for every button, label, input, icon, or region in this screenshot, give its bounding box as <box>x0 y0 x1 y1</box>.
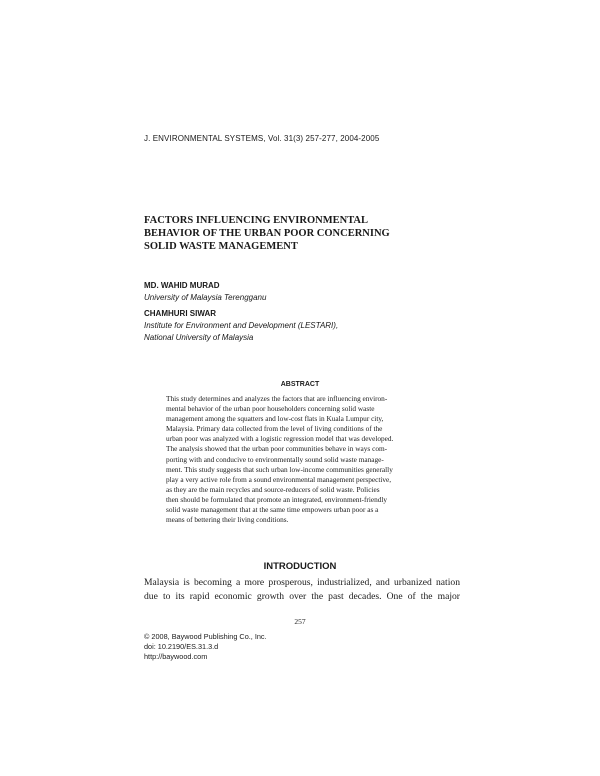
abstract-line: urban poor was analyzed with a logistic regression model that was developed. <box>166 434 394 444</box>
abstract-line: Malaysia. Primary data collected from the level of living conditions of the <box>166 424 383 434</box>
author-affiliation <box>144 320 338 344</box>
paper-title <box>144 214 464 253</box>
abstract-line: means of bettering their living conditions. <box>166 515 289 525</box>
abstract-line: management among the squatters and low-cost flats in Kuala Lumpur city, <box>166 414 384 424</box>
abstract-line: then should be formulated that promote an integrated, environment-friendly <box>166 494 388 504</box>
author-name: CHAMHURI SIWAR <box>144 309 216 318</box>
title-line: BEHAVIOR OF THE URBAN POOR CONCERNING <box>144 228 390 239</box>
affiliation-line: National University of Malaysia <box>144 333 254 342</box>
abstract-line: The analysis showed that the urban poor communities behave in ways com- <box>166 444 388 454</box>
title-line: FACTORS INFLUENCING ENVIRONMENTAL <box>144 215 369 226</box>
affiliation-line: Institute for Environment and Development (LESTARI), <box>144 321 339 330</box>
page-number: 257 <box>294 617 306 626</box>
abstract-line: as they are the main recycles and source-reducers of solid waste. Policies <box>166 484 380 494</box>
abstract-line: ment. This study suggests that such urban low-income communities generally <box>166 464 393 474</box>
copyright-line: © 2008, Baywood Publishing Co., Inc. <box>144 632 267 641</box>
title-line: SOLID WASTE MANAGEMENT <box>144 241 298 252</box>
publisher-url: http://baywood.com <box>144 652 208 661</box>
doi-line: doi: 10.2190/ES.31.3.d <box>144 642 219 651</box>
abstract-line: play a very active role from a sound environmental management perspective, <box>166 474 392 484</box>
author-name: MD. WAHID MURAD <box>144 281 220 290</box>
introduction-line: due to its rapid economic growth over the past decades. One of the major <box>144 591 460 602</box>
abstract-line: mental behavior of the urban poor householders concerning solid waste <box>166 404 375 414</box>
publisher-footer <box>144 632 267 662</box>
introduction-heading: INTRODUCTION <box>263 561 337 572</box>
introduction-line: Malaysia is becoming a more prosperous, industrialized, and urbanized nation <box>144 577 460 588</box>
abstract-line: solid waste management that at the same time empowers urban poor as a <box>166 505 379 515</box>
abstract-line: porting with and conducive to environmentally sound solid waste manage- <box>166 454 384 464</box>
author-affiliation <box>144 292 266 304</box>
abstract-line: This study determines and analyzes the factors that are influencing environ- <box>166 394 388 403</box>
affiliation-line: University of Malaysia Terengganu <box>144 293 267 302</box>
abstract-heading: ABSTRACT <box>280 381 320 388</box>
abstract-body <box>166 394 437 525</box>
journal-header: J. ENVIRONMENTAL SYSTEMS, Vol. 31(3) 257-277, 2004-2005 <box>144 134 380 143</box>
introduction-body <box>144 576 460 604</box>
